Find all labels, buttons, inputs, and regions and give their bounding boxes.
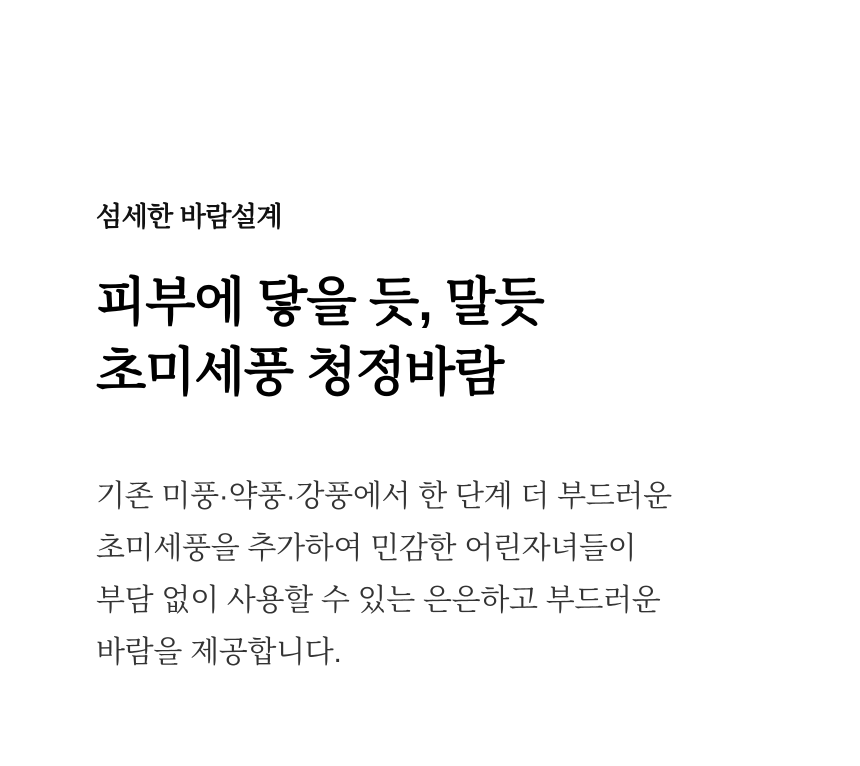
section-title bbox=[96, 268, 776, 408]
body-line-3: 부담 없이 사용할 수 있는 은은하고 부드러운 bbox=[96, 584, 661, 617]
section-content bbox=[96, 0, 776, 679]
body-line-4: 바람을 제공합니다. bbox=[96, 636, 342, 669]
body-line-1: 기존 미풍·약풍·강풍에서 한 단계 더 부드러운 bbox=[96, 480, 672, 513]
body-line-2: 초미세풍을 추가하여 민감한 어린자녀들이 bbox=[96, 532, 637, 565]
section-body-paragraph bbox=[96, 471, 776, 679]
section-title-line-1: 피부에 닿을 듯, 말듯 bbox=[96, 274, 544, 332]
section-eyebrow-label: 섬세한 바람설계 bbox=[96, 202, 283, 232]
section-title-line-2: 초미세풍 청정바람 bbox=[96, 344, 504, 402]
